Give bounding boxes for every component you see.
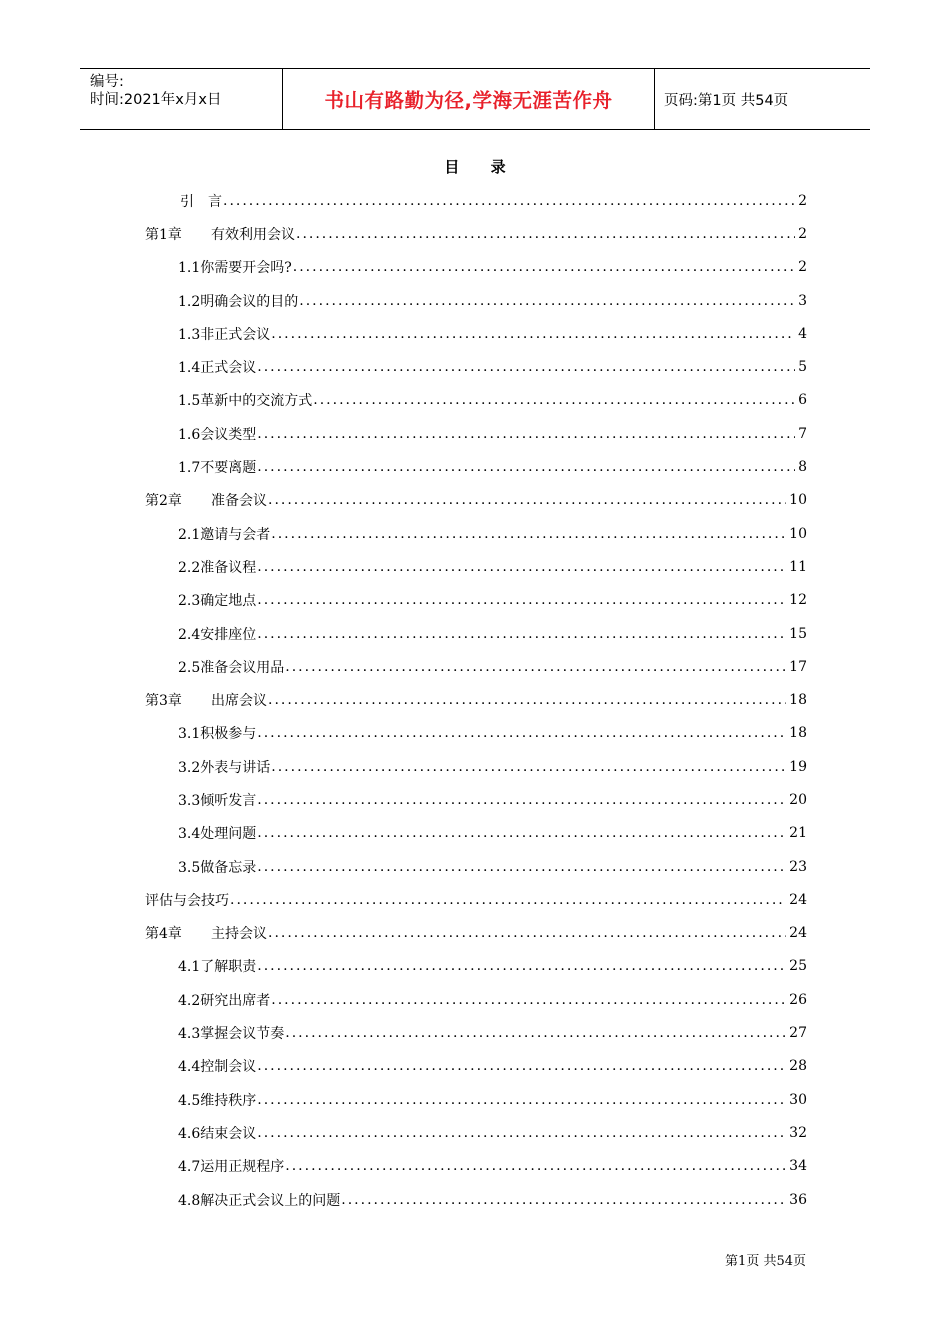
- document-number-label: 编号:: [90, 74, 124, 90]
- toc-entry-title: 4.7运用正规程序: [178, 1159, 285, 1176]
- toc-dot-leader: [257, 792, 786, 808]
- toc-dot-leader: [230, 892, 786, 908]
- toc-entry[interactable]: [145, 484, 807, 517]
- toc-entry-title: 1.6会议类型: [178, 426, 257, 443]
- toc-dot-leader: [257, 592, 786, 608]
- toc-page-number: 32: [789, 1124, 807, 1141]
- toc-entry-title: 4.4控制会议: [178, 1059, 257, 1076]
- toc-page-number: 21: [789, 825, 807, 842]
- toc-entry-label: [178, 956, 256, 976]
- toc-page-number: 12: [789, 592, 807, 609]
- toc-entry-title: 4.6结束会议: [178, 1125, 257, 1142]
- toc-entry-label: [145, 890, 229, 910]
- toc-entry[interactable]: [145, 1016, 807, 1049]
- toc-entry[interactable]: [145, 850, 807, 883]
- toc-entry-label: [178, 624, 256, 644]
- toc-entry-title: 4.3掌握会议节奏: [178, 1026, 285, 1043]
- toc-entry-title: 主持会议: [211, 926, 267, 943]
- toc-page-number: 24: [789, 891, 807, 908]
- toc-dot-leader: [271, 759, 786, 775]
- toc-dot-leader: [257, 426, 795, 442]
- toc-entry-label: [178, 1123, 256, 1143]
- toc-entry-label: [178, 1056, 256, 1076]
- toc-entry-label: [145, 923, 267, 943]
- toc-page-number: 10: [789, 492, 807, 509]
- toc-page-number: 20: [789, 791, 807, 808]
- toc-dot-leader: [271, 526, 786, 542]
- toc-entry-label: [178, 990, 270, 1010]
- toc-entry[interactable]: [145, 317, 807, 350]
- toc-entry[interactable]: [145, 1183, 807, 1216]
- toc-entry[interactable]: [145, 517, 807, 550]
- toc-dot-leader: [257, 825, 786, 841]
- toc-entry[interactable]: [145, 584, 807, 617]
- toc-page-number: 2: [798, 192, 807, 209]
- toc-entry-label: [178, 857, 256, 877]
- toc-page-number: 18: [789, 725, 807, 742]
- toc-entry[interactable]: [145, 817, 807, 850]
- toc-dot-leader: [271, 992, 786, 1008]
- toc-page-number: 30: [789, 1091, 807, 1108]
- toc-page-number: 15: [789, 625, 807, 642]
- toc-entry-title: 3.3倾听发言: [178, 792, 257, 809]
- toc-entry-label: [178, 657, 284, 677]
- toc-entry-label: [145, 490, 267, 510]
- toc-entry[interactable]: [145, 217, 807, 250]
- toc-entry-title: 1.5革新中的交流方式: [178, 393, 313, 410]
- toc-chapter-number: 第3章: [145, 693, 182, 710]
- header-motto-cell: [282, 69, 655, 129]
- toc-entry-label: [178, 823, 256, 843]
- toc-entry-title: 1.2明确会议的目的: [178, 293, 299, 310]
- toc-dot-leader: [285, 1158, 786, 1174]
- header-meta: [80, 69, 282, 129]
- toc-dot-leader: [268, 492, 786, 508]
- toc-dot-leader: [341, 1192, 786, 1208]
- toc-entry-label: [178, 790, 256, 810]
- toc-entry-title: 4.2研究出席者: [178, 992, 271, 1009]
- toc-entry[interactable]: [145, 251, 807, 284]
- document-date: 时间:2021年x月x日: [90, 92, 222, 108]
- toc-entry-label: [145, 224, 295, 244]
- toc-entry[interactable]: [145, 384, 807, 417]
- toc-entry[interactable]: [145, 1150, 807, 1183]
- toc-page-number: 2: [798, 225, 807, 242]
- toc-page-number: 4: [798, 325, 807, 342]
- toc-dot-leader: [271, 326, 795, 342]
- toc-entry-label: [145, 690, 267, 710]
- toc-dot-leader: [257, 626, 786, 642]
- toc-entry[interactable]: [145, 1116, 807, 1149]
- toc-entry-label: [178, 1090, 256, 1110]
- toc-entry-label: [178, 257, 292, 277]
- toc-entry-label: [178, 357, 256, 377]
- toc-entry-title: 有效利用会议: [211, 226, 295, 243]
- toc-dot-leader: [313, 392, 795, 408]
- toc-page-number: 25: [789, 958, 807, 975]
- toc-entry[interactable]: [145, 550, 807, 583]
- toc-dot-leader: [285, 659, 786, 675]
- toc-entry[interactable]: [145, 650, 807, 683]
- table-of-contents: [145, 184, 807, 1216]
- toc-entry-title: 2.4安排座位: [178, 626, 257, 643]
- toc-entry-title: 1.3非正式会议: [178, 326, 271, 343]
- toc-chapter-number: 第4章: [145, 926, 182, 943]
- toc-chapter-number: 第1章: [145, 226, 182, 243]
- toc-entry-label: [178, 324, 270, 344]
- toc-page-number: 18: [789, 692, 807, 709]
- toc-dot-leader: [257, 1092, 786, 1108]
- page-header: [80, 68, 870, 130]
- toc-entry[interactable]: [145, 683, 807, 716]
- toc-entry-label: [178, 291, 298, 311]
- toc-page-number: 27: [789, 1025, 807, 1042]
- toc-entry[interactable]: [145, 617, 807, 650]
- toc-entry[interactable]: [145, 417, 807, 450]
- toc-dot-leader: [293, 259, 795, 275]
- toc-page-number: 7: [798, 425, 807, 442]
- toc-page-number: 24: [789, 925, 807, 942]
- toc-dot-leader: [257, 1058, 786, 1074]
- toc-entry-title: 出席会议: [211, 693, 267, 710]
- toc-page-number: 26: [789, 991, 807, 1008]
- toc-dot-leader: [268, 925, 786, 941]
- toc-dot-leader: [223, 193, 795, 209]
- toc-page-number: 28: [789, 1058, 807, 1075]
- toc-entry[interactable]: [145, 883, 807, 916]
- toc-entry-title: 2.3确定地点: [178, 593, 257, 610]
- toc-entry-title: 3.5做备忘录: [178, 859, 257, 876]
- header-page-info: 页码:第1页 共54页: [664, 92, 789, 109]
- toc-entry-title: 3.2外表与讲话: [178, 759, 271, 776]
- toc-entry[interactable]: [145, 350, 807, 383]
- toc-dot-leader: [299, 293, 795, 309]
- toc-entry[interactable]: [145, 450, 807, 483]
- toc-entry-title: 引 言: [180, 193, 222, 210]
- toc-dot-leader: [257, 1125, 786, 1141]
- toc-page-number: 23: [789, 858, 807, 875]
- toc-page-number: 19: [789, 758, 807, 775]
- toc-entry-title: 3.1积极参与: [178, 726, 257, 743]
- toc-entry-title: 3.4处理问题: [178, 826, 257, 843]
- toc-entry-title: 1.7不要离题: [178, 460, 257, 477]
- header-page-info-cell: [655, 69, 870, 129]
- toc-entry-title: 1.1你需要开会吗?: [178, 260, 292, 277]
- toc-entry[interactable]: [145, 184, 807, 217]
- toc-entry[interactable]: [145, 750, 807, 783]
- header-motto: 书山有路勤为径,学海无涯苦作舟: [324, 89, 613, 112]
- toc-entry[interactable]: [145, 917, 807, 950]
- toc-entry-title: 2.1邀请与会者: [178, 526, 271, 543]
- toc-page-number: 11: [789, 558, 807, 575]
- toc-page-number: 34: [789, 1158, 807, 1175]
- toc-title: 目 录: [444, 158, 506, 176]
- toc-entry-title: 准备会议: [211, 493, 267, 510]
- toc-page-number: 3: [798, 292, 807, 309]
- toc-entry-title: 4.5维持秩序: [178, 1092, 257, 1109]
- toc-entry-label: [178, 1023, 284, 1043]
- toc-entry-label: [178, 457, 256, 477]
- toc-dot-leader: [257, 859, 786, 875]
- toc-entry-title: 4.8解决正式会议上的问题: [178, 1192, 341, 1209]
- toc-entry-title: 2.5准备会议用品: [178, 659, 285, 676]
- toc-dot-leader: [296, 226, 795, 242]
- toc-page-number: 10: [789, 525, 807, 542]
- toc-entry-label: [178, 1190, 340, 1210]
- toc-entry[interactable]: [145, 1083, 807, 1116]
- toc-entry-label: [178, 557, 256, 577]
- toc-dot-leader: [257, 958, 786, 974]
- page-footer: 第1页 共54页: [725, 1254, 806, 1269]
- toc-entry[interactable]: [145, 983, 807, 1016]
- toc-entry-label: [178, 1156, 284, 1176]
- toc-entry[interactable]: [145, 783, 807, 816]
- toc-chapter-number: 第2章: [145, 493, 182, 510]
- toc-page-number: 17: [789, 658, 807, 675]
- toc-entry[interactable]: [145, 1050, 807, 1083]
- toc-entry[interactable]: [145, 284, 807, 317]
- toc-entry-title: 评估与会技巧: [145, 892, 229, 909]
- toc-dot-leader: [257, 359, 795, 375]
- toc-entry-label: [178, 723, 256, 743]
- toc-entry[interactable]: [145, 717, 807, 750]
- toc-entry-label: [178, 390, 312, 410]
- toc-dot-leader: [268, 692, 786, 708]
- toc-dot-leader: [257, 459, 795, 475]
- toc-page-number: 5: [798, 359, 807, 376]
- toc-page-number: 8: [798, 459, 807, 476]
- toc-entry-label: [178, 424, 256, 444]
- toc-dot-leader: [257, 725, 786, 741]
- toc-entry-label: [178, 757, 270, 777]
- toc-entry-title: 1.4正式会议: [178, 360, 257, 377]
- toc-entry[interactable]: [145, 950, 807, 983]
- toc-dot-leader: [257, 559, 786, 575]
- toc-page-number: 2: [798, 259, 807, 276]
- toc-entry-title: 4.1了解职责: [178, 959, 257, 976]
- toc-dot-leader: [285, 1025, 786, 1041]
- toc-page-number: 36: [789, 1191, 807, 1208]
- toc-page-number: 6: [798, 392, 807, 409]
- toc-entry-label: [178, 590, 256, 610]
- toc-entry-title: 2.2准备议程: [178, 559, 257, 576]
- toc-entry-label: [178, 524, 270, 544]
- toc-entry-label: [180, 191, 222, 211]
